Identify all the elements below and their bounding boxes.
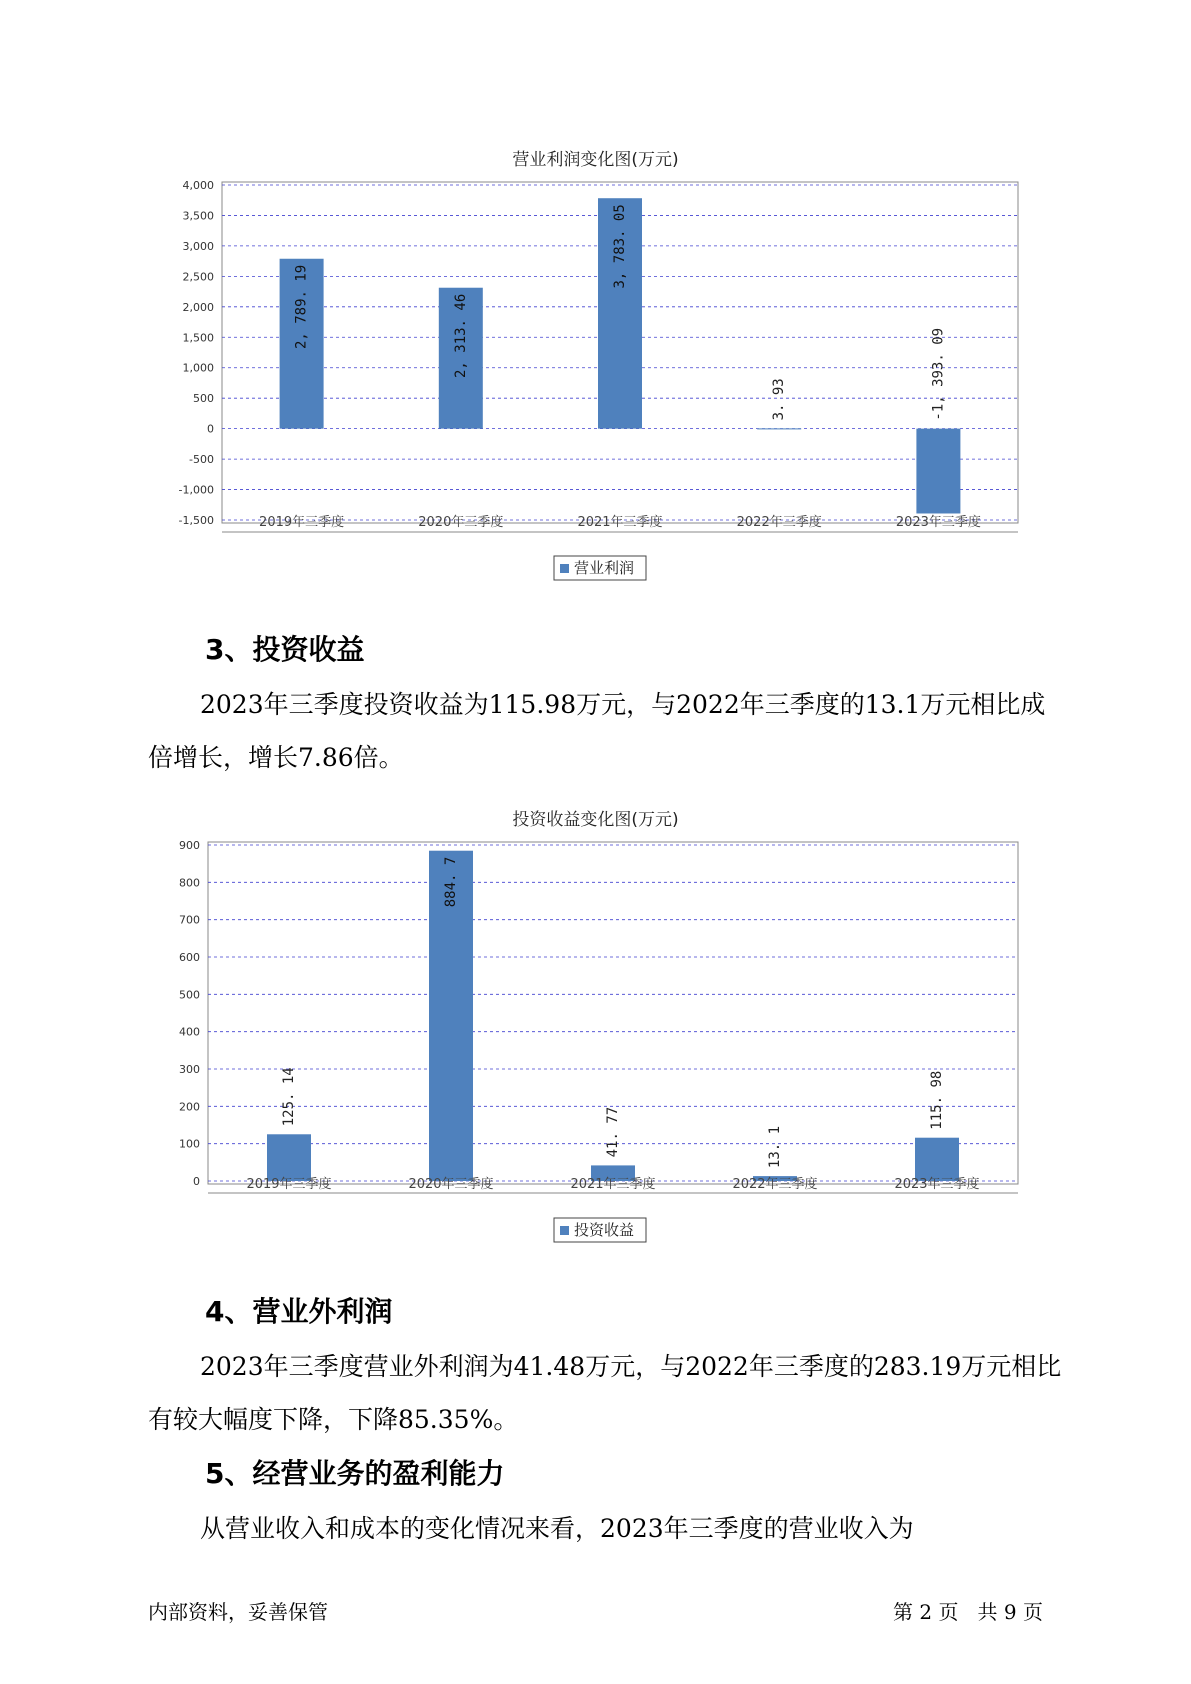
legend-swatch <box>560 1226 569 1235</box>
data-label: 115. 98 <box>929 1070 945 1130</box>
y-tick-label: 300 <box>179 1063 200 1076</box>
data-label: 2, 313. 46 <box>452 293 469 379</box>
bar <box>267 1134 311 1181</box>
operating-profit-chart <box>0 170 1191 590</box>
y-tick-label: 0 <box>207 422 214 436</box>
x-tick-label: 2019年三季度 <box>246 1177 332 1192</box>
y-tick-label: 200 <box>179 1100 200 1114</box>
bar <box>916 429 960 514</box>
x-tick-label: 2021年三季度 <box>570 1177 656 1192</box>
paragraph-investment: 2023年三季度投资收益为115.98万元，与2022年三季度的13.1万元相比成倍增长，增长7.86倍。 <box>148 690 1046 772</box>
x-tick-label: 2022年三季度 <box>732 1177 818 1192</box>
data-label: 3, 783. 05 <box>612 204 628 289</box>
y-tick-label: 3,500 <box>182 209 214 223</box>
chart-title-operating-profit: 营业利润变化图(万元) <box>512 150 679 170</box>
paragraph-profitability: 从营业收入和成本的变化情况来看，2023年三季度的营业收入为 <box>200 1514 914 1543</box>
investment-income-chart <box>0 830 1191 1250</box>
data-label: 2, 789. 19 <box>293 264 310 350</box>
data-label: 3. 93 <box>771 378 788 421</box>
x-tick-label: 2021年三季度 <box>577 515 663 530</box>
legend-label: 营业利润 <box>574 559 635 577</box>
x-tick-label: 2019年三季度 <box>259 515 345 530</box>
y-tick-label: 1,000 <box>182 361 214 375</box>
y-tick-label: 500 <box>179 988 200 1002</box>
chart-title-investment-income: 投资收益变化图(万元) <box>512 810 679 830</box>
data-label: 41. 77 <box>605 1106 621 1158</box>
footer-page-number: 第 2 页 共 9 页 <box>893 1600 1043 1624</box>
x-tick-label: 2022年三季度 <box>736 515 822 530</box>
y-tick-label: -1,000 <box>178 483 214 497</box>
y-tick-label: 600 <box>179 951 200 964</box>
data-label: -1, 393. 09 <box>930 327 947 421</box>
data-label: 13. 1 <box>767 1125 783 1169</box>
data-label: 884. 7 <box>443 856 459 908</box>
y-tick-label: 400 <box>179 1025 200 1039</box>
x-tick-label: 2023年三季度 <box>894 1177 980 1192</box>
y-tick-label: 2,500 <box>182 270 214 284</box>
y-tick-label: 1,500 <box>182 331 214 345</box>
y-tick-label: 500 <box>193 392 214 406</box>
section-heading-non-operating: 4、营业外利润 <box>205 1295 393 1328</box>
y-tick-label: -500 <box>189 453 214 467</box>
data-label: 125. 14 <box>281 1067 297 1127</box>
footer-confidential: 内部资料，妥善保管 <box>148 1600 328 1624</box>
y-tick-label: 3,000 <box>182 239 214 253</box>
y-tick-label: 2,000 <box>182 300 214 314</box>
legend-swatch <box>560 564 569 573</box>
legend-label: 投资收益 <box>574 1221 635 1239</box>
x-tick-label: 2020年三季度 <box>408 1177 494 1192</box>
y-tick-label: 4,000 <box>182 179 214 192</box>
y-tick-label: 800 <box>179 876 200 890</box>
y-tick-label: 100 <box>179 1137 200 1151</box>
y-tick-label: 900 <box>179 839 200 852</box>
bar <box>915 1138 959 1181</box>
section-heading-investment: 3、投资收益 <box>205 633 365 666</box>
bar <box>757 428 801 429</box>
y-tick-label: -1,500 <box>178 514 214 527</box>
section-heading-profitability: 5、经营业务的盈利能力 <box>205 1457 505 1490</box>
paragraph-non-operating: 2023年三季度营业外利润为41.48万元，与2022年三季度的283.19万元相比有较大幅度下降，下降85.35%。 <box>148 1352 1062 1434</box>
x-tick-label: 2020年三季度 <box>418 515 504 530</box>
y-tick-label: 700 <box>179 913 200 927</box>
x-tick-label: 2023年三季度 <box>895 515 981 530</box>
y-tick-label: 0 <box>193 1175 200 1188</box>
